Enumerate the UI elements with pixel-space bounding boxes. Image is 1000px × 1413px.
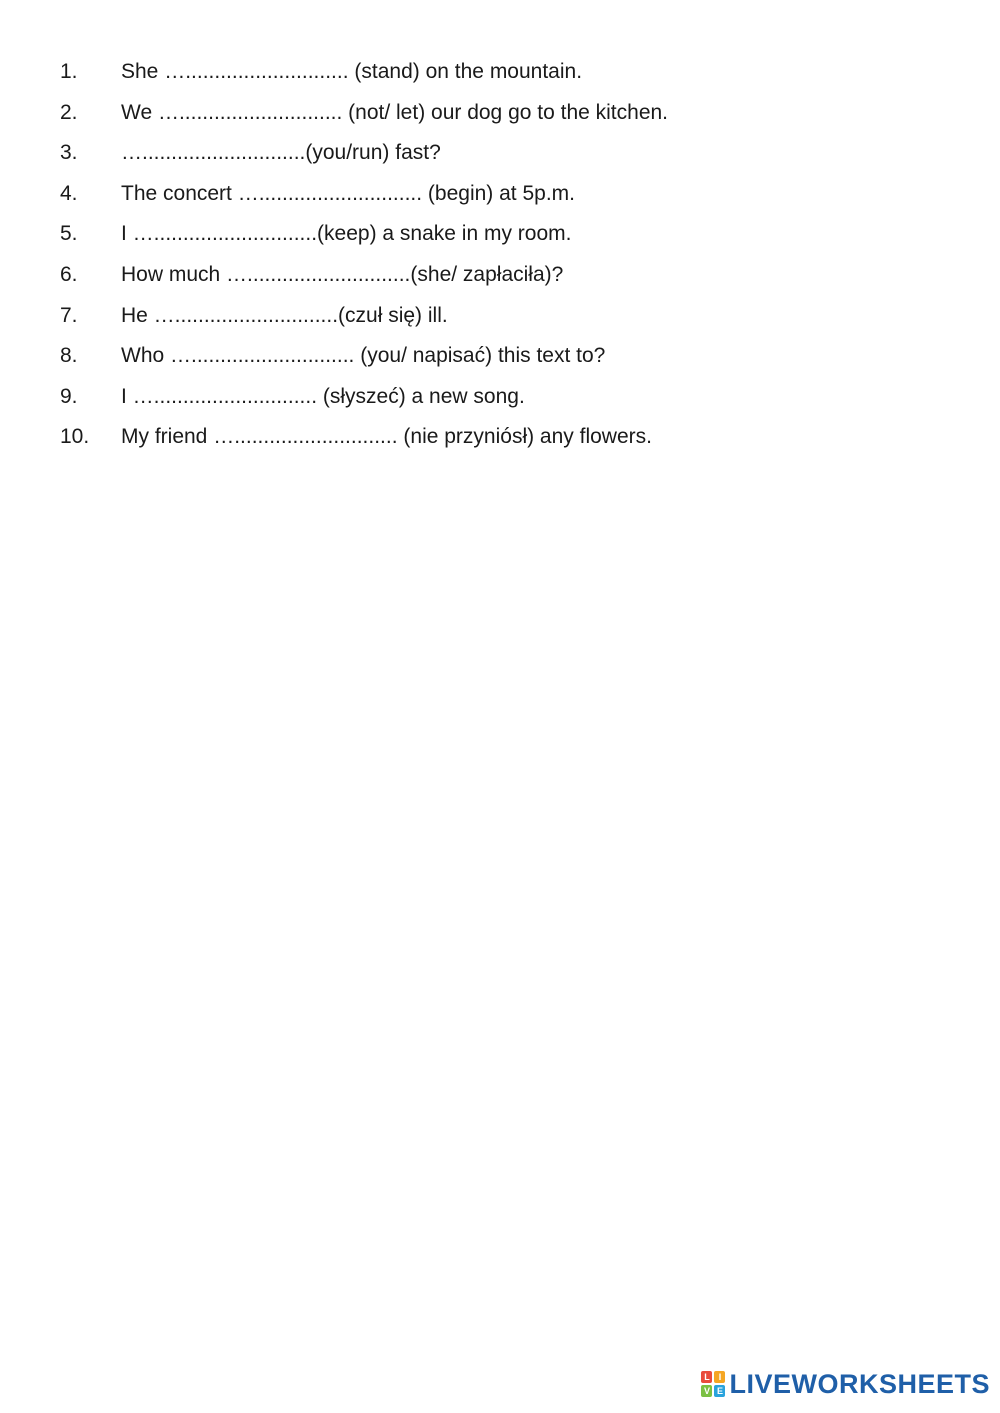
exercise-sentence: The concert …............................ (begin) at 5p.m.: [121, 181, 575, 205]
exercise-item-5: [0, 216, 1000, 257]
exercise-number: 5.: [60, 222, 78, 246]
exercise-sentence: We …............................ (not/ let) our dog go to the kitchen.: [121, 100, 669, 124]
exercise-number: 8.: [60, 344, 78, 368]
exercise-sentence: I …............................(keep) a snake in my room.: [121, 222, 572, 246]
exercise-sentence: …............................(you/run) fast?: [121, 141, 441, 165]
exercise-number: 1.: [60, 60, 78, 83]
exercise-number: 3.: [60, 141, 78, 165]
exercise-number: 4.: [60, 181, 78, 205]
exercise-item-6: [0, 257, 1000, 298]
exercise-number: 6.: [60, 262, 78, 286]
exercise-item-2: [0, 95, 1000, 136]
logo-badge-letter: I: [714, 1371, 725, 1383]
exercise-number: 7.: [60, 303, 78, 327]
exercise-sentence: How much …............................(she/ zapłaciła)?: [121, 262, 564, 286]
exercise-sentence: He …............................(czuł się) ill.: [121, 303, 448, 327]
logo-badge-letter: L: [701, 1371, 712, 1383]
exercise-item-9: [0, 379, 1000, 420]
logo-badge-letter: E: [714, 1385, 725, 1397]
exercise-list: [0, 54, 1000, 460]
exercise-number: 9.: [60, 384, 78, 408]
exercise-sentence: Who …............................ (you/ napisać) this text to?: [121, 344, 606, 368]
exercise-item-1: [0, 54, 1000, 95]
exercise-sentence: She …............................ (stand) on the mountain.: [121, 60, 583, 83]
logo-badge-icon: [701, 1371, 725, 1397]
liveworksheets-logo: [701, 1369, 990, 1399]
exercise-number: 10.: [60, 425, 90, 449]
logo-text: LIVEWORKSHEETS: [729, 1368, 990, 1399]
exercise-item-4: [0, 176, 1000, 217]
logo-badge-letter: V: [701, 1385, 712, 1397]
exercise-item-3: [0, 135, 1000, 176]
exercise-item-8: [0, 338, 1000, 379]
exercise-item-10: [0, 419, 1000, 460]
exercise-item-7: [0, 298, 1000, 339]
exercise-sentence: I …............................ (słyszeć) a new song.: [121, 384, 525, 408]
exercise-sentence: My friend …............................ (nie przyniósł) any flowers.: [121, 425, 652, 449]
exercise-number: 2.: [60, 100, 78, 124]
